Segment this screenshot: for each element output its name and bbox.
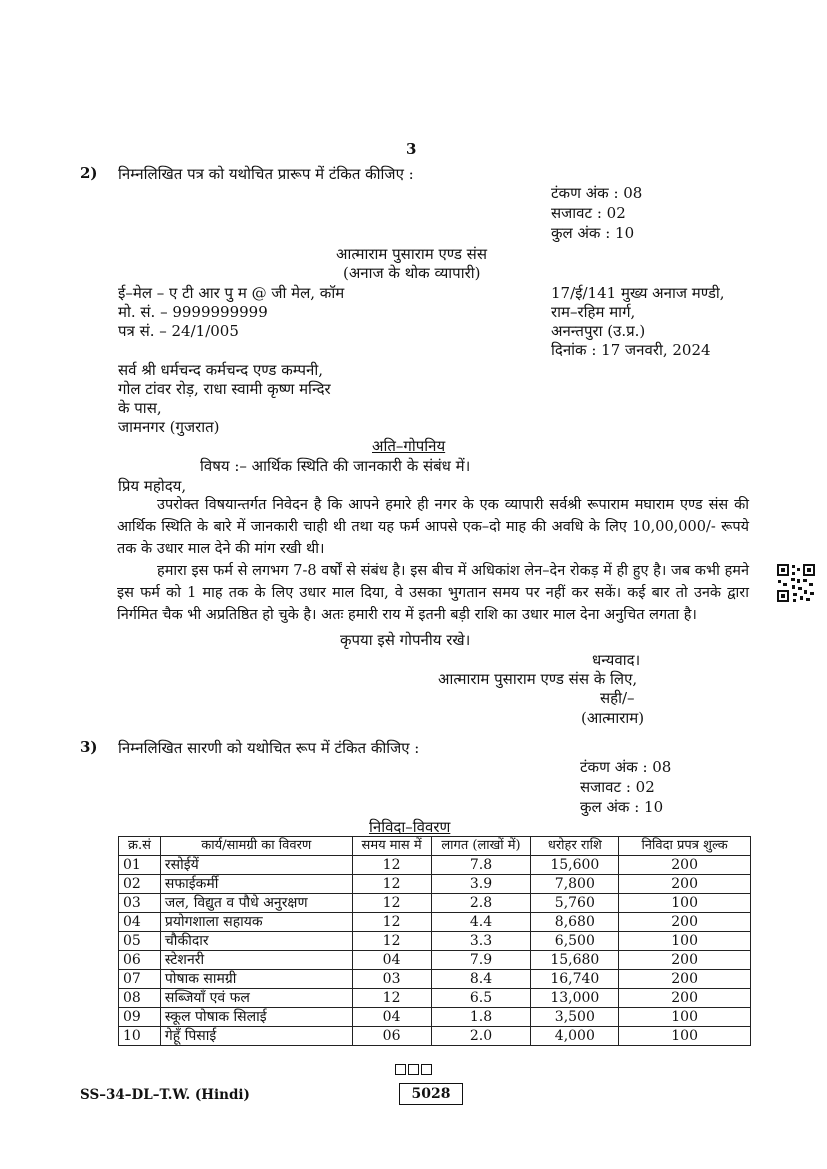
letter-date: दिनांक : 17 जनवरी, 2024 <box>551 341 711 359</box>
cell-serial: 02 <box>119 875 161 894</box>
cell-deposit: 7,800 <box>531 875 619 894</box>
request-confidential: कृपया इसे गोपनीय रखे। <box>340 631 471 649</box>
recipient-line-1: सर्व श्री धर्मचन्द कर्मचन्द एण्ड कम्पनी, <box>118 361 324 379</box>
cell-description: जल, विद्युत व पौधे अनुरक्षण <box>160 894 352 913</box>
table-row <box>119 1008 751 1027</box>
table-row <box>119 970 751 989</box>
cell-cost: 3.3 <box>431 932 531 951</box>
cell-serial: 03 <box>119 894 161 913</box>
q3-marks-decoration: सजावट : 02 <box>580 778 655 796</box>
cell-deposit: 4,000 <box>531 1027 619 1046</box>
cell-deposit: 16,740 <box>531 970 619 989</box>
header-serial: क्र.सं <box>119 837 161 856</box>
cell-description: पोषाक सामग्री <box>160 970 352 989</box>
cell-description: सफाईकर्मी <box>160 875 352 894</box>
q2-marks-decoration: सजावट : 02 <box>551 204 626 222</box>
cell-form-fee: 200 <box>619 875 751 894</box>
firm-name: आत्माराम पुसाराम एण्ड संस <box>336 245 487 263</box>
qr-code-icon <box>776 563 816 603</box>
q3-marks-total: कुल अंक : 10 <box>580 798 664 816</box>
letter-paragraph-2: हमारा इस फर्म से लगभग 7-8 वर्षों से संबंध है। इस बीच में अधिकांश लेन–देन रोकड़ में ही हुए है। जब कभी हमने इस फर्म को 1 माह तक के लिए उधार माल दिया, वे उसका भुगतान समय पर नहीं कर सकें। कई बार तो उनके द्वारा निर्गमित चैक भी अप्रतिष्ठित हो चुके है। अतः हमारी राय में इतनी बड़ी राशि का उधार माल देना अनुचित लगता है। <box>117 563 749 623</box>
table-header-row <box>119 837 751 856</box>
cell-description: प्रयोगशाला सहायक <box>160 913 352 932</box>
cell-cost: 7.8 <box>431 856 531 875</box>
sender-address-line-1: 17/ई/141 मुख्य अनाज मण्डी, <box>551 284 725 302</box>
q2-marks-total: कुल अंक : 10 <box>551 224 635 242</box>
cell-duration: 12 <box>352 894 431 913</box>
cell-form-fee: 100 <box>619 894 751 913</box>
tender-table <box>118 836 751 1046</box>
cell-form-fee: 100 <box>619 932 751 951</box>
cell-form-fee: 100 <box>619 1027 751 1046</box>
end-marker <box>395 1061 434 1079</box>
header-form-fee: निविदा प्रपत्र शुल्क <box>619 837 751 856</box>
cell-serial: 06 <box>119 951 161 970</box>
cell-cost: 3.9 <box>431 875 531 894</box>
cell-deposit: 8,680 <box>531 913 619 932</box>
table-row <box>119 856 751 875</box>
cell-serial: 08 <box>119 989 161 1008</box>
q2-marks-typing: टंकण अंक : 08 <box>551 184 643 202</box>
cell-description: सब्जियाँ एवं फल <box>160 989 352 1008</box>
page-code-box: 5028 <box>399 1083 463 1105</box>
cell-description: गेहूँ पिसाई <box>160 1027 352 1046</box>
table-title: निविदा–विवरण <box>369 818 451 836</box>
recipient-line-3: के पास, <box>118 399 162 417</box>
cell-duration: 06 <box>352 1027 431 1046</box>
cell-duration: 04 <box>352 951 431 970</box>
for-firm: आत्माराम पुसाराम एण्ड संस के लिए, <box>438 670 638 688</box>
recipient-line-2: गोल टांवर रोड़, राधा स्वामी कृष्ण मन्दिर <box>118 380 331 398</box>
cell-serial: 09 <box>119 1008 161 1027</box>
cell-duration: 12 <box>352 913 431 932</box>
cell-deposit: 15,680 <box>531 951 619 970</box>
table-row <box>119 951 751 970</box>
salutation: प्रिय महोदय, <box>118 477 187 495</box>
q3-number: 3) <box>80 738 98 756</box>
sender-address-line-2: राम–रहिम मार्ग, <box>551 303 636 321</box>
cell-duration: 04 <box>352 1008 431 1027</box>
cell-serial: 05 <box>119 932 161 951</box>
cell-form-fee: 200 <box>619 970 751 989</box>
table-row <box>119 1027 751 1046</box>
recipient-line-4: जामनगर (गुजरात) <box>118 418 220 436</box>
table-row <box>119 989 751 1008</box>
firm-description: (अनाज के थोक व्यापारी) <box>343 264 481 282</box>
cell-cost: 1.8 <box>431 1008 531 1027</box>
table-row <box>119 913 751 932</box>
cell-cost: 4.4 <box>431 913 531 932</box>
header-cost: लागत (लाखों में) <box>431 837 531 856</box>
cell-description: चौकीदार <box>160 932 352 951</box>
letter-number: पत्र सं. – 24/1/005 <box>118 322 239 340</box>
cell-cost: 2.0 <box>431 1027 531 1046</box>
cell-duration: 12 <box>352 989 431 1008</box>
q2-instruction: निम्नलिखित पत्र को यथोचित प्रारूप में टंकित कीजिए : <box>118 165 414 183</box>
cell-duration: 12 <box>352 875 431 894</box>
cell-deposit: 13,000 <box>531 989 619 1008</box>
cell-deposit: 3,500 <box>531 1008 619 1027</box>
cell-form-fee: 200 <box>619 856 751 875</box>
sender-email: ई–मेल – ए टी आर पु म @ जी मेल, कॉम <box>118 284 345 302</box>
confidential-label: अति–गोपनिय <box>372 437 446 455</box>
cell-serial: 04 <box>119 913 161 932</box>
q3-marks-typing: टंकण अंक : 08 <box>580 758 672 776</box>
cell-form-fee: 100 <box>619 1008 751 1027</box>
sender-address-line-3: अनन्तपुरा (उ.प्र.) <box>551 322 646 340</box>
q2-number: 2) <box>80 164 98 182</box>
cell-duration: 12 <box>352 856 431 875</box>
header-deposit: धरोहर राशि <box>531 837 619 856</box>
cell-serial: 10 <box>119 1027 161 1046</box>
signatory-name: (आत्माराम) <box>581 709 645 727</box>
header-description: कार्य/सामग्री का विवरण <box>160 837 352 856</box>
paper-code: SS–34–DL–T.W. (Hindi) <box>80 1087 250 1103</box>
q3-instruction: निम्नलिखित सारणी को यथोचित रूप में टंकित कीजिए : <box>118 739 420 757</box>
cell-serial: 01 <box>119 856 161 875</box>
cell-cost: 2.8 <box>431 894 531 913</box>
cell-form-fee: 200 <box>619 989 751 1008</box>
sender-mobile: मो. सं. – 9999999999 <box>118 303 268 321</box>
cell-deposit: 5,760 <box>531 894 619 913</box>
cell-description: स्टेशनरी <box>160 951 352 970</box>
cell-serial: 07 <box>119 970 161 989</box>
cell-duration: 03 <box>352 970 431 989</box>
letter-subject: विषय :– आर्थिक स्थिति की जानकारी के संबंध में। <box>200 457 471 475</box>
page-number: 3 <box>406 140 417 158</box>
table-row <box>119 932 751 951</box>
cell-duration: 12 <box>352 932 431 951</box>
cell-deposit: 6,500 <box>531 932 619 951</box>
table-row <box>119 894 751 913</box>
cell-form-fee: 200 <box>619 913 751 932</box>
cell-description: स्कूल पोषाक सिलाई <box>160 1008 352 1027</box>
cell-cost: 8.4 <box>431 970 531 989</box>
table-row <box>119 875 751 894</box>
cell-cost: 6.5 <box>431 989 531 1008</box>
cell-deposit: 15,600 <box>531 856 619 875</box>
header-duration: समय मास में <box>352 837 431 856</box>
cell-form-fee: 200 <box>619 951 751 970</box>
cell-description: रसोईयें <box>160 856 352 875</box>
signature: सही/– <box>600 689 635 707</box>
thanks: धन्यवाद। <box>592 651 641 669</box>
letter-paragraph-1: उपरोक्त विषयान्तर्गत निवेदन है कि आपने हमारे ही नगर के एक व्यापारी सर्वश्री रूपाराम मघाराम एण्ड संस की आर्थिक स्थिति के बारे में जानकारी चाही थी तथा यह फर्म आपसे एक–दो माह की अवधि के लिए 10,00,000/- रूपये तक के उधार माल देने की मांग रखी थी। <box>117 497 749 557</box>
cell-cost: 7.9 <box>431 951 531 970</box>
